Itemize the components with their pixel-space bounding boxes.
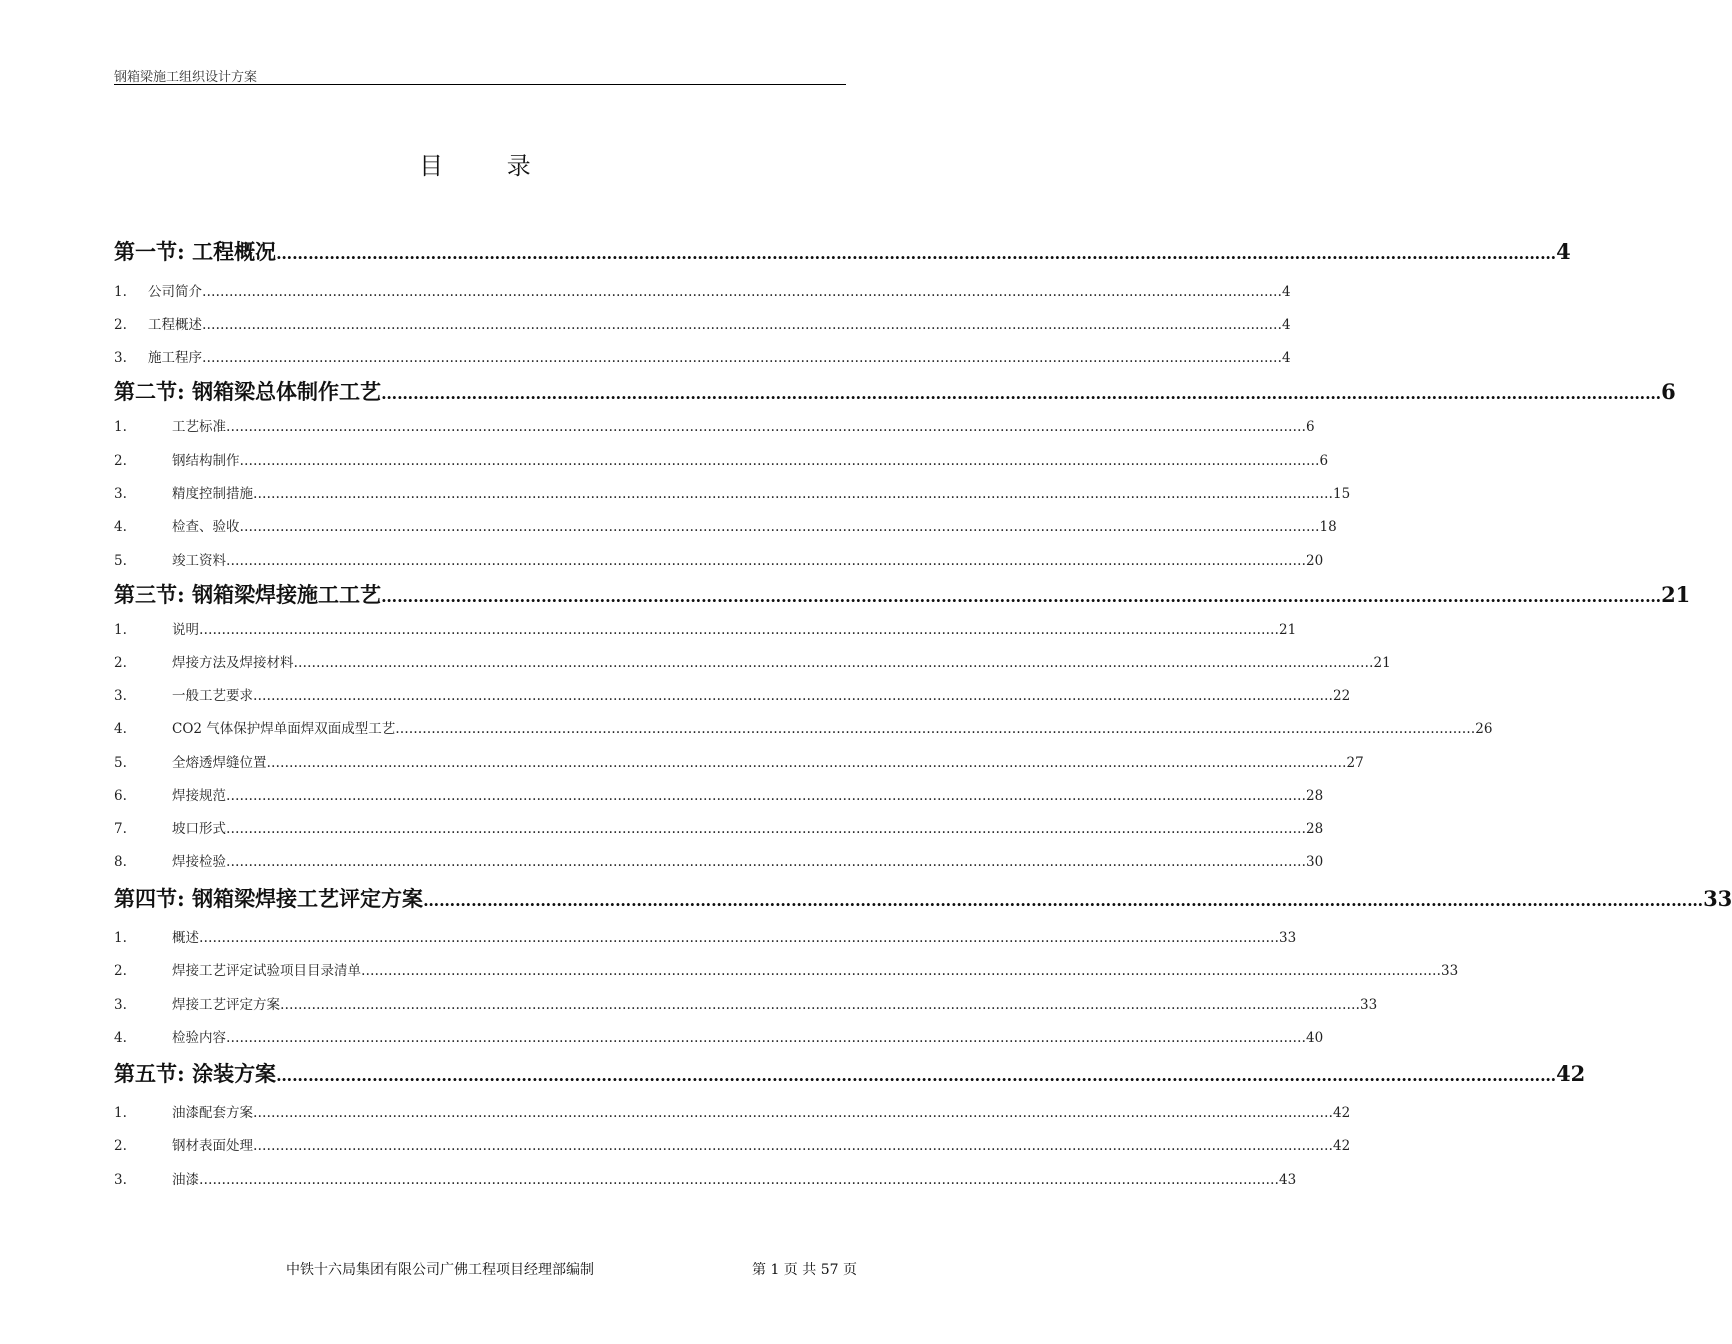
toc-section-title: 第三节: 钢箱梁焊接施工工艺 bbox=[114, 582, 382, 607]
toc-item-row bbox=[114, 280, 1291, 300]
toc-item-title: 焊接规范 bbox=[172, 788, 226, 804]
toc-page-number: 18 bbox=[1319, 519, 1337, 535]
toc-page-number: 21 bbox=[1661, 582, 1691, 607]
toc-item-title: 检验内容 bbox=[172, 1030, 226, 1046]
toc-item-row bbox=[114, 784, 1324, 804]
toc-item-number: 4. bbox=[114, 519, 127, 535]
toc-page-number: 26 bbox=[1475, 721, 1493, 737]
toc-page-number: 42 bbox=[1556, 1061, 1586, 1086]
toc-item-row bbox=[114, 651, 1391, 671]
toc-item-number: 6. bbox=[114, 788, 127, 804]
toc-item-row bbox=[114, 959, 1459, 979]
toc-leader-dots: …………………………………………………………………………………………………………………………………………………………………………………………………………………… bbox=[361, 963, 1441, 979]
toc-item-title: 公司简介 bbox=[148, 284, 202, 300]
toc-page-number: 15 bbox=[1333, 486, 1351, 502]
toc-page-number: 20 bbox=[1306, 553, 1324, 569]
toc-leader-dots: …………………………………………………………………………………………………………………………………………………………………………………………………………………… bbox=[395, 721, 1476, 737]
toc-item-number: 7. bbox=[114, 821, 127, 837]
toc-page-number: 4 bbox=[1556, 239, 1571, 264]
toc-item-row bbox=[114, 926, 1297, 946]
toc-title: 目 录 bbox=[419, 152, 559, 180]
toc-leader-dots: …………………………………………………………………………………………………………………………………………………………………………………………………………………… bbox=[253, 486, 1333, 502]
toc-item-number: 3. bbox=[114, 688, 127, 704]
toc-item-title: 焊接方法及焊接材料 bbox=[172, 655, 294, 671]
toc-item-row bbox=[114, 817, 1324, 837]
toc-item-title: 说明 bbox=[172, 622, 199, 638]
toc-section-row bbox=[114, 883, 1732, 913]
toc-leader-dots: …………………………………………………………………………………………………………………………………………………………………………………………………………………… bbox=[381, 384, 1662, 403]
toc-page-number: 33 bbox=[1279, 930, 1297, 946]
toc-leader-dots: …………………………………………………………………………………………………………………………………………………………………………………………………………………… bbox=[202, 284, 1282, 300]
toc-item-title: CO2 气体保护焊单面焊双面成型工艺 bbox=[172, 721, 396, 737]
toc-item-number: 5. bbox=[114, 553, 127, 569]
toc-page-number: 21 bbox=[1373, 655, 1391, 671]
toc-page-number: 4 bbox=[1282, 284, 1291, 300]
toc-item-number: 3. bbox=[114, 997, 127, 1013]
toc-page-number: 33 bbox=[1703, 886, 1732, 911]
toc-item-number: 1. bbox=[114, 284, 127, 300]
toc-page-number: 40 bbox=[1306, 1030, 1324, 1046]
toc-item-title: 工艺标准 bbox=[172, 419, 226, 435]
toc-item-title: 焊接工艺评定方案 bbox=[172, 997, 280, 1013]
toc-leader-dots: …………………………………………………………………………………………………………………………………………………………………………………………………………………… bbox=[276, 1066, 1557, 1085]
toc-item-row bbox=[114, 482, 1351, 502]
toc-item-number: 2. bbox=[114, 1138, 127, 1154]
toc-leader-dots: …………………………………………………………………………………………………………………………………………………………………………………………………………………… bbox=[276, 244, 1557, 263]
toc-leader-dots: …………………………………………………………………………………………………………………………………………………………………………………………………………………… bbox=[199, 1172, 1279, 1188]
toc-page-number: 33 bbox=[1441, 963, 1459, 979]
toc-item-title: 检查、验收 bbox=[172, 519, 240, 535]
toc-leader-dots: …………………………………………………………………………………………………………………………………………………………………………………………………………………… bbox=[226, 1030, 1306, 1046]
toc-item-title: 一般工艺要求 bbox=[172, 688, 253, 704]
toc-page-number: 42 bbox=[1333, 1138, 1351, 1154]
toc-section-title: 第一节: 工程概况 bbox=[114, 239, 277, 264]
toc-page-number: 6 bbox=[1319, 453, 1329, 469]
toc-page-number: 43 bbox=[1279, 1172, 1297, 1188]
toc-leader-dots: …………………………………………………………………………………………………………………………………………………………………………………………………………………… bbox=[381, 587, 1662, 606]
toc-item-title: 竣工资料 bbox=[172, 553, 226, 569]
toc-leader-dots: …………………………………………………………………………………………………………………………………………………………………………………………………………………… bbox=[423, 891, 1704, 910]
toc-leader-dots: …………………………………………………………………………………………………………………………………………………………………………………………………………………… bbox=[202, 350, 1282, 366]
toc-item-number: 3. bbox=[114, 350, 127, 366]
toc-item-row bbox=[114, 313, 1291, 333]
toc-page-number: 6 bbox=[1306, 419, 1315, 435]
toc-item-number: 4. bbox=[114, 1030, 127, 1046]
running-header-title: 钢箱梁施工组织设计方案 bbox=[114, 70, 258, 85]
toc-section-row bbox=[114, 579, 1691, 609]
toc-section-row bbox=[114, 236, 1571, 266]
toc-item-title: 精度控制措施 bbox=[172, 486, 253, 502]
toc-item-number: 4. bbox=[114, 721, 127, 737]
toc-leader-dots: …………………………………………………………………………………………………………………………………………………………………………………………………………………… bbox=[239, 519, 1320, 535]
toc-item-number: 1. bbox=[114, 622, 127, 638]
toc-item-row bbox=[114, 1026, 1324, 1046]
toc-page-number: 28 bbox=[1306, 788, 1324, 804]
toc-item-number: 3. bbox=[114, 1172, 127, 1188]
toc-page-number: 6 bbox=[1661, 379, 1676, 404]
toc-item-title: 施工程序 bbox=[148, 350, 202, 366]
toc-leader-dots: …………………………………………………………………………………………………………………………………………………………………………………………………………………… bbox=[239, 453, 1320, 469]
toc-leader-dots: …………………………………………………………………………………………………………………………………………………………………………………………………………………… bbox=[202, 317, 1282, 333]
toc-leader-dots: …………………………………………………………………………………………………………………………………………………………………………………………………………………… bbox=[266, 755, 1347, 771]
footer-page-number: 第 1 页 共 57 页 bbox=[752, 1262, 857, 1278]
toc-item-row bbox=[114, 993, 1378, 1013]
toc-item-number: 2. bbox=[114, 317, 127, 333]
toc-section-row bbox=[114, 1058, 1586, 1088]
toc-leader-dots: …………………………………………………………………………………………………………………………………………………………………………………………………………………… bbox=[226, 419, 1306, 435]
toc-leader-dots: …………………………………………………………………………………………………………………………………………………………………………………………………………………… bbox=[199, 622, 1279, 638]
toc-item-number: 5. bbox=[114, 755, 127, 771]
toc-item-title: 油漆配套方案 bbox=[172, 1105, 253, 1121]
toc-item-title: 钢材表面处理 bbox=[172, 1138, 253, 1154]
toc-leader-dots: …………………………………………………………………………………………………………………………………………………………………………………………………………………… bbox=[253, 1138, 1333, 1154]
toc-page-number: 4 bbox=[1282, 317, 1291, 333]
toc-page-number: 28 bbox=[1306, 821, 1324, 837]
toc-page-number: 42 bbox=[1333, 1105, 1351, 1121]
toc-leader-dots: …………………………………………………………………………………………………………………………………………………………………………………………………………………… bbox=[226, 553, 1306, 569]
toc-item-row bbox=[114, 515, 1337, 535]
toc-item-number: 2. bbox=[114, 963, 127, 979]
toc-item-row bbox=[114, 549, 1324, 569]
toc-section-title: 第四节: 钢箱梁焊接工艺评定方案 bbox=[114, 886, 424, 911]
toc-item-title: 焊接工艺评定试验项目目录清单 bbox=[172, 963, 361, 979]
toc-item-number: 2. bbox=[114, 655, 127, 671]
toc-page-number: 27 bbox=[1346, 755, 1364, 771]
toc-page-number: 33 bbox=[1360, 997, 1378, 1013]
toc-item-row bbox=[114, 415, 1315, 435]
toc-leader-dots: …………………………………………………………………………………………………………………………………………………………………………………………………………………… bbox=[293, 655, 1374, 671]
toc-item-title: 油漆 bbox=[172, 1172, 199, 1188]
toc-item-row bbox=[114, 346, 1291, 366]
footer-organization: 中铁十六局集团有限公司广佛工程项目经理部编制 bbox=[286, 1262, 594, 1278]
toc-item-title: 钢结构制作 bbox=[172, 453, 240, 469]
toc-leader-dots: …………………………………………………………………………………………………………………………………………………………………………………………………………………… bbox=[253, 1105, 1333, 1121]
toc-item-row bbox=[114, 1168, 1297, 1188]
toc-leader-dots: …………………………………………………………………………………………………………………………………………………………………………………………………………………… bbox=[199, 930, 1279, 946]
toc-item-number: 2. bbox=[114, 453, 127, 469]
toc-page-number: 21 bbox=[1279, 622, 1297, 638]
toc-leader-dots: …………………………………………………………………………………………………………………………………………………………………………………………………………………… bbox=[226, 821, 1306, 837]
toc-item-row bbox=[114, 1134, 1351, 1154]
toc-item-title: 概述 bbox=[172, 930, 199, 946]
toc-page-number: 30 bbox=[1306, 854, 1324, 870]
toc-item-row bbox=[114, 449, 1329, 469]
toc-leader-dots: …………………………………………………………………………………………………………………………………………………………………………………………………………………… bbox=[226, 854, 1306, 870]
toc-item-number: 3. bbox=[114, 486, 127, 502]
toc-item-title: 全熔透焊缝位置 bbox=[172, 755, 267, 771]
toc-section-row bbox=[114, 376, 1676, 406]
toc-section-title: 第五节: 涂装方案 bbox=[114, 1061, 277, 1086]
toc-page-number: 4 bbox=[1282, 350, 1291, 366]
toc-section-title: 第二节: 钢箱梁总体制作工艺 bbox=[114, 379, 382, 404]
toc-item-title: 坡口形式 bbox=[172, 821, 226, 837]
toc-leader-dots: …………………………………………………………………………………………………………………………………………………………………………………………………………………… bbox=[253, 688, 1333, 704]
toc-item-row bbox=[114, 684, 1351, 704]
toc-item-number: 1. bbox=[114, 930, 127, 946]
toc-page-number: 22 bbox=[1333, 688, 1351, 704]
toc-leader-dots: …………………………………………………………………………………………………………………………………………………………………………………………………………………… bbox=[280, 997, 1360, 1013]
toc-item-number: 8. bbox=[114, 854, 127, 870]
toc-item-title: 焊接检验 bbox=[172, 854, 226, 870]
toc-item-row bbox=[114, 618, 1297, 638]
toc-item-number: 1. bbox=[114, 419, 127, 435]
toc-item-row bbox=[114, 717, 1493, 737]
toc-item-row bbox=[114, 751, 1364, 771]
toc-item-number: 1. bbox=[114, 1105, 127, 1121]
toc-item-row bbox=[114, 1101, 1351, 1121]
toc-item-row bbox=[114, 850, 1324, 870]
toc-leader-dots: …………………………………………………………………………………………………………………………………………………………………………………………………………………… bbox=[226, 788, 1306, 804]
toc-item-title: 工程概述 bbox=[148, 317, 202, 333]
